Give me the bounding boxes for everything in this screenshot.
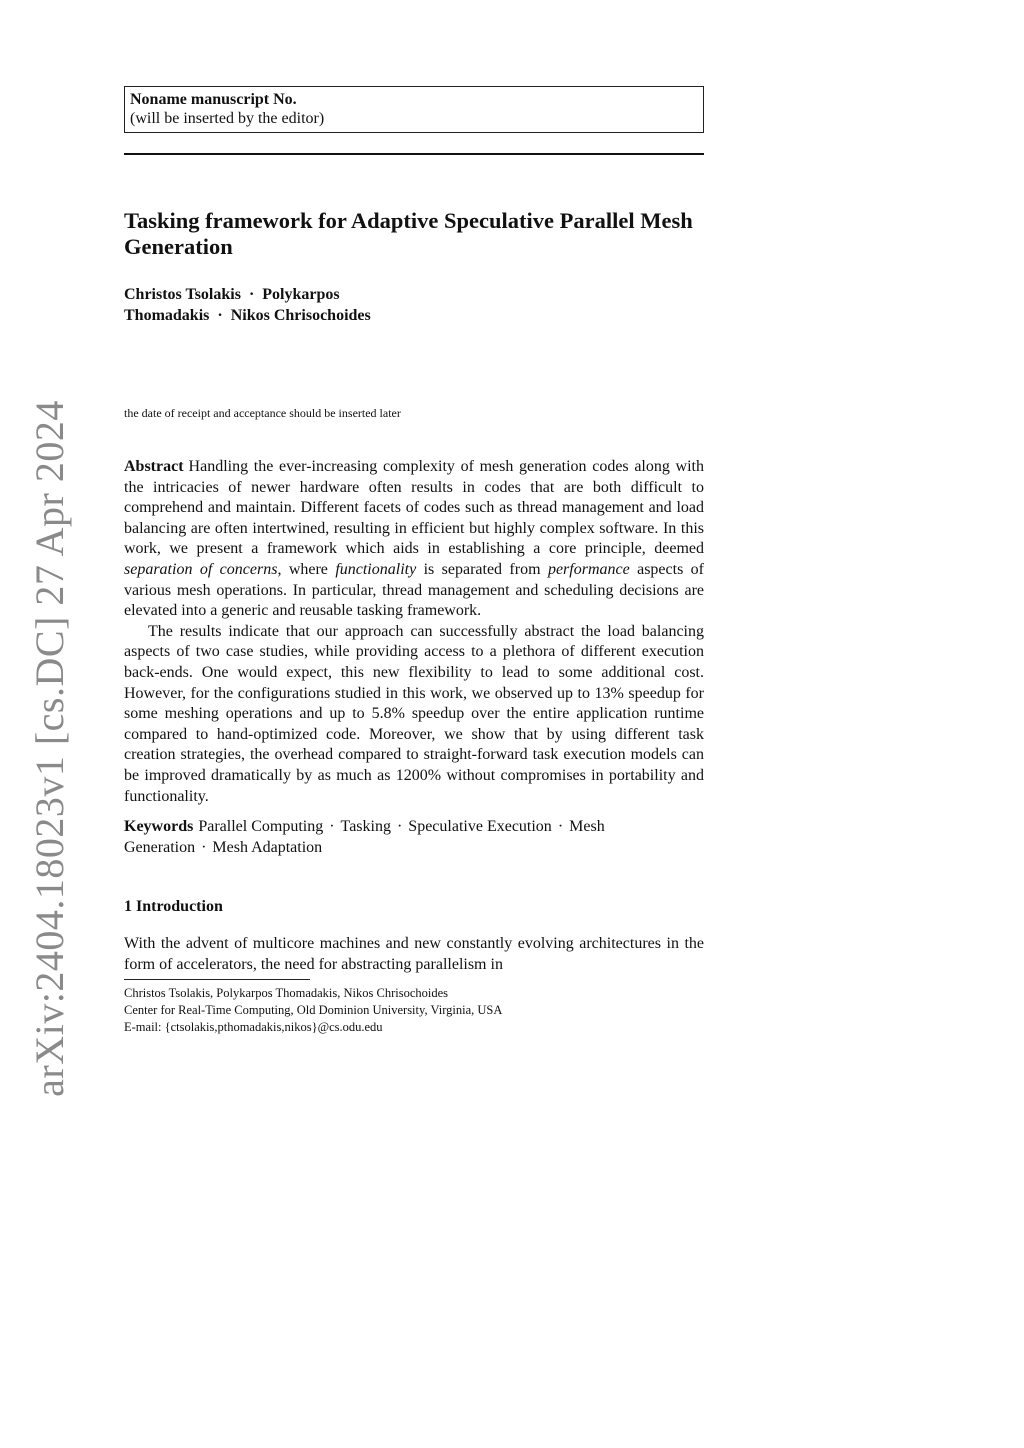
abstract xyxy=(124,457,704,807)
abstract-label: Abstract xyxy=(124,458,184,475)
abstract-paragraph: Abstract Handling the ever-increasing complexity of mesh generation codes along with the intricacies of newer hardware often results in codes that are both difficult to comprehend and maintain. Different facets of codes such as thread management and load balancing are often intertwined, resulting in efficient but highly complex software. In this work, we present a framework which aids in establishing a core principle, deemed separation of concerns, where functionality is separated from performance aspects of various mesh operations. In particular, thread management and scheduling decisions are elevated into a generic and reusable tasking framework. xyxy=(124,458,705,620)
footnote-email: E-mail: {ctsolakis,pthomadakis,nikos}@cs.odu.edu xyxy=(124,1020,383,1035)
emphasis: separation of concerns xyxy=(124,560,278,578)
author-name: Thomadakis xyxy=(124,307,210,324)
keyword: Tasking xyxy=(340,818,391,836)
author-separator: · xyxy=(217,307,223,324)
keyword: Speculative Execution xyxy=(408,818,552,836)
author-line-2 xyxy=(124,305,704,326)
keywords xyxy=(124,817,704,858)
receipt-dates-note: the date of receipt and acceptance should be inserted later xyxy=(124,406,401,420)
abstract-paragraph: The results indicate that our approach can successfully abstract the load balancing aspects of two case studies, while providing access to a plethora of different execution back-ends. One would expect, this new flexibility to lead to some additional cost. However, for the configurations studied in this work, we observed up to 13% speedup for some meshing operations and up to 5.8% speedup over the entire application runtime compared to hand-optimized code. Moreover, we show that by using different task creation strategies, the overhead compared to straight-forward task execution models can be improved dramatically by as much as 1200% without compromises in portability and functionality. xyxy=(124,622,704,805)
keyword: Mesh Adaptation xyxy=(212,838,323,856)
keyword: Parallel Computing xyxy=(198,818,324,836)
keyword-separator: · xyxy=(201,838,207,856)
manuscript-editor-note: (will be inserted by the editor) xyxy=(130,110,325,127)
keyword-separator: · xyxy=(329,818,335,836)
keyword: Mesh Generation xyxy=(124,818,605,856)
keyword-separator: · xyxy=(557,818,564,836)
arxiv-identifier: arXiv:2404.18023v1 [cs.DC] 27 Apr 2024 xyxy=(26,399,72,1097)
introduction-text: With the advent of multicore machines and new constantly evolving architectures in the form of accelerators, the need for abstracting parallelism in xyxy=(124,935,704,973)
emphasis: functionality xyxy=(335,560,417,578)
footnote-rule xyxy=(124,979,310,980)
paper-page xyxy=(124,86,704,1036)
author-name: Polykarpos xyxy=(262,286,340,303)
footnote-affiliation: Center for Real-Time Computing, Old Dominion University, Virginia, USA xyxy=(124,1003,503,1018)
emphasis: performance xyxy=(547,560,630,578)
keywords-label: Keywords xyxy=(124,818,194,836)
author-name: Nikos Chrisochoides xyxy=(230,307,371,324)
footnote-names: Christos Tsolakis, Polykarpos Thomadakis, Nikos Chrisochoides xyxy=(124,986,449,1001)
author-separator: · xyxy=(248,286,255,303)
manuscript-box xyxy=(124,86,704,133)
author-line-1 xyxy=(124,284,704,305)
header-rule xyxy=(124,153,704,155)
manuscript-number-label: Noname manuscript No. xyxy=(130,91,297,108)
keyword-separator: · xyxy=(396,818,403,836)
author-name: Christos Tsolakis xyxy=(124,286,241,303)
section-heading: 1 Introduction xyxy=(124,898,223,916)
author-footnote xyxy=(124,985,704,1036)
arxiv-stamp xyxy=(23,399,75,1097)
author-list xyxy=(124,284,704,326)
paper-title: Tasking framework for Adaptive Speculative Parallel Mesh Generation xyxy=(124,208,693,259)
